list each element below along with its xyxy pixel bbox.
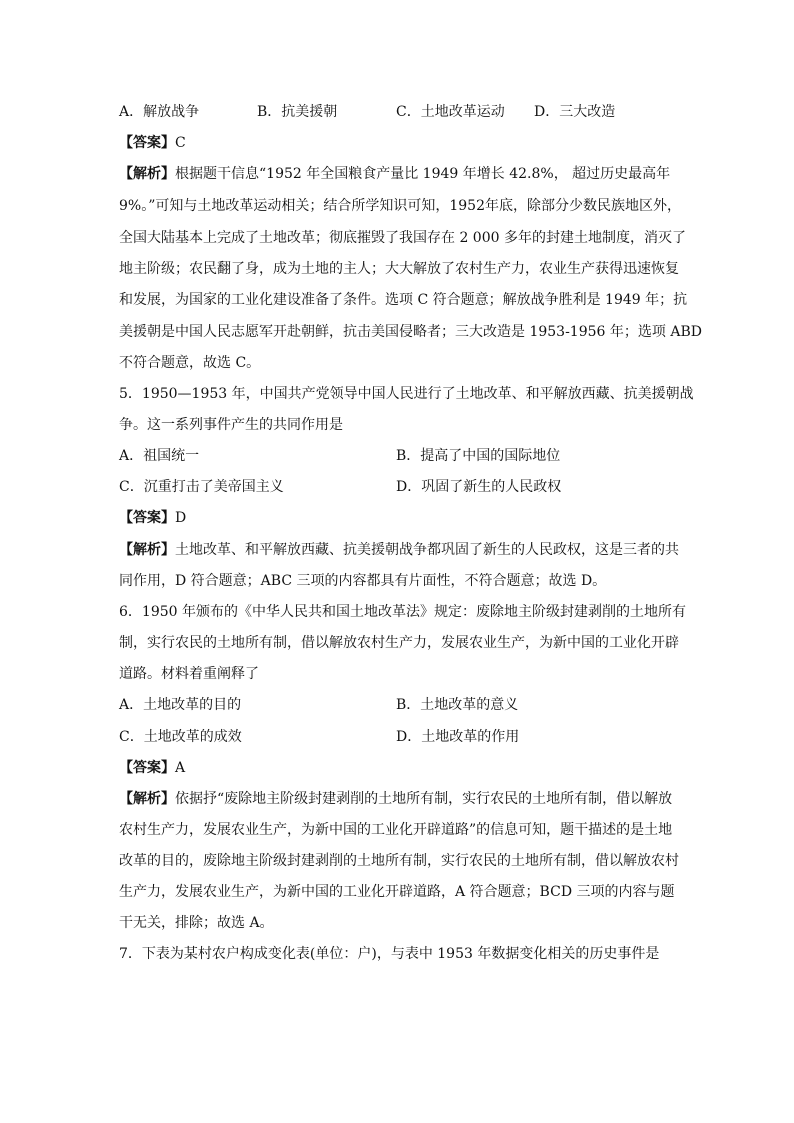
q6-option-d: D．土地改革的作用 (396, 729, 520, 745)
q5-analysis-line-2: 同作用，D 符合题意；ABC 三项的内容都具有片面性，不符合题意；故选 D。 (119, 573, 607, 589)
q6-analysis-line-3: 改革的目的，废除地主阶级封建剥削的土地所有制，实行农民的土地所有制，借以解放农村 (119, 853, 679, 869)
q4-answer (119, 133, 186, 153)
q6-analysis-line-2: 农村生产力，发展农业生产，为新中国的工业化开辟道路”的信息可知，题干描述的是土地 (119, 822, 673, 838)
answer-tag: 【答案】 (119, 510, 175, 526)
q6-analysis-line-4: 生产力，发展农业生产，为新中国的工业化开辟道路，A 符合题意；BCD 三项的内容与题 (119, 884, 675, 900)
q6-analysis-line-1 (119, 789, 672, 809)
q4-option-c: C．土地改革运动 (396, 104, 505, 120)
q5-option-b: B．提高了中国的国际地位 (396, 448, 561, 464)
q6-answer (119, 758, 185, 778)
answer-tag: 【答案】 (119, 135, 175, 151)
q5-answer (119, 508, 186, 528)
q4-analysis-line-6: 美援朝是中国人民志愿军开赴朝鲜，抗击美国侵略者；三大改造是 1953-1956 年；选项 ABD (119, 324, 702, 340)
analysis-tag: 【解析】 (119, 542, 175, 558)
analysis-tag: 【解析】 (119, 166, 175, 182)
q5-option-d: D．巩固了新生的人民政权 (396, 479, 562, 495)
answer-value: A (175, 760, 186, 776)
q6-stem-line-2: 制，实行农民的土地所有制，借以解放农村生产力，发展农业生产，为新中国的工业化开辟 (119, 635, 679, 651)
q4-analysis-line-7: 不符合题意，故选 C。 (119, 355, 261, 371)
q5-option-c: C．沉重打击了美帝国主义 (119, 479, 284, 495)
analysis-text: 根据题干信息“1952 年全国粮食产量比 1949 年增长 42.8%， 超过历史最高年 (175, 166, 671, 182)
answer-value: D (175, 510, 187, 526)
q5-stem-line-1: 5．1950—1953 年，中国共产党领导中国人民进行了土地改革、和平解放西藏、抗美援朝战 (119, 386, 694, 402)
q4-analysis-line-3: 全国大陆基本上完成了土地改革；彻底摧毁了我国存在 2 000 多年的封建土地制度，消灭了 (119, 230, 686, 246)
q6-analysis-line-5: 干无关，排除；故选 A。 (119, 915, 274, 931)
q6-option-b: B．土地改革的意义 (396, 697, 519, 713)
q5-stem-line-2: 争。这一系列事件产生的共同作用是 (119, 417, 343, 433)
answer-value: C (175, 135, 186, 151)
q4-analysis-line-2: 9%。”可知与土地改革运动相关；结合所学知识可知，1952年底，除部分少数民族地区外， (119, 198, 681, 214)
q4-analysis-line-1 (119, 164, 670, 184)
analysis-text: 土地改革、和平解放西藏、抗美援朝战争都巩固了新生的人民政权，这是三者的共 (175, 542, 679, 558)
q4-option-b: B．抗美援朝 (257, 104, 338, 120)
q4-option-a: A．解放战争 (119, 104, 200, 120)
q6-stem-line-1: 6．1950 年颁布的《中华人民共和国土地改革法》规定：废除地主阶级封建剥削的土地所有 (119, 604, 686, 620)
q5-analysis-line-1 (119, 540, 679, 560)
q6-option-a: A．土地改革的目的 (119, 697, 242, 713)
q4-analysis-line-5: 和发展，为国家的工业化建设准备了条件。选项 C 符合题意；解放战争胜利是 1949 年；抗 (119, 292, 688, 308)
q6-option-c: C．土地改革的成效 (119, 729, 242, 745)
analysis-text: 依据抒“废除地主阶级封建剥削的土地所有制，实行农民的土地所有制，借以解放 (175, 791, 673, 807)
answer-tag: 【答案】 (119, 760, 175, 776)
q4-option-d: D．三大改造 (534, 104, 616, 120)
q4-analysis-line-4: 地主阶级；农民翻了身，成为土地的主人；大大解放了农村生产力，农业生产获得迅速恢复 (119, 261, 679, 277)
q5-option-a: A．祖国统一 (119, 448, 200, 464)
q6-stem-line-3: 道路。材料着重阐释了 (119, 666, 259, 682)
q7-stem-line-1: 7．下表为某村农户构成变化表(单位：户)，与表中 1953 年数据变化相关的历史事件是 (119, 946, 660, 962)
analysis-tag: 【解析】 (119, 791, 175, 807)
